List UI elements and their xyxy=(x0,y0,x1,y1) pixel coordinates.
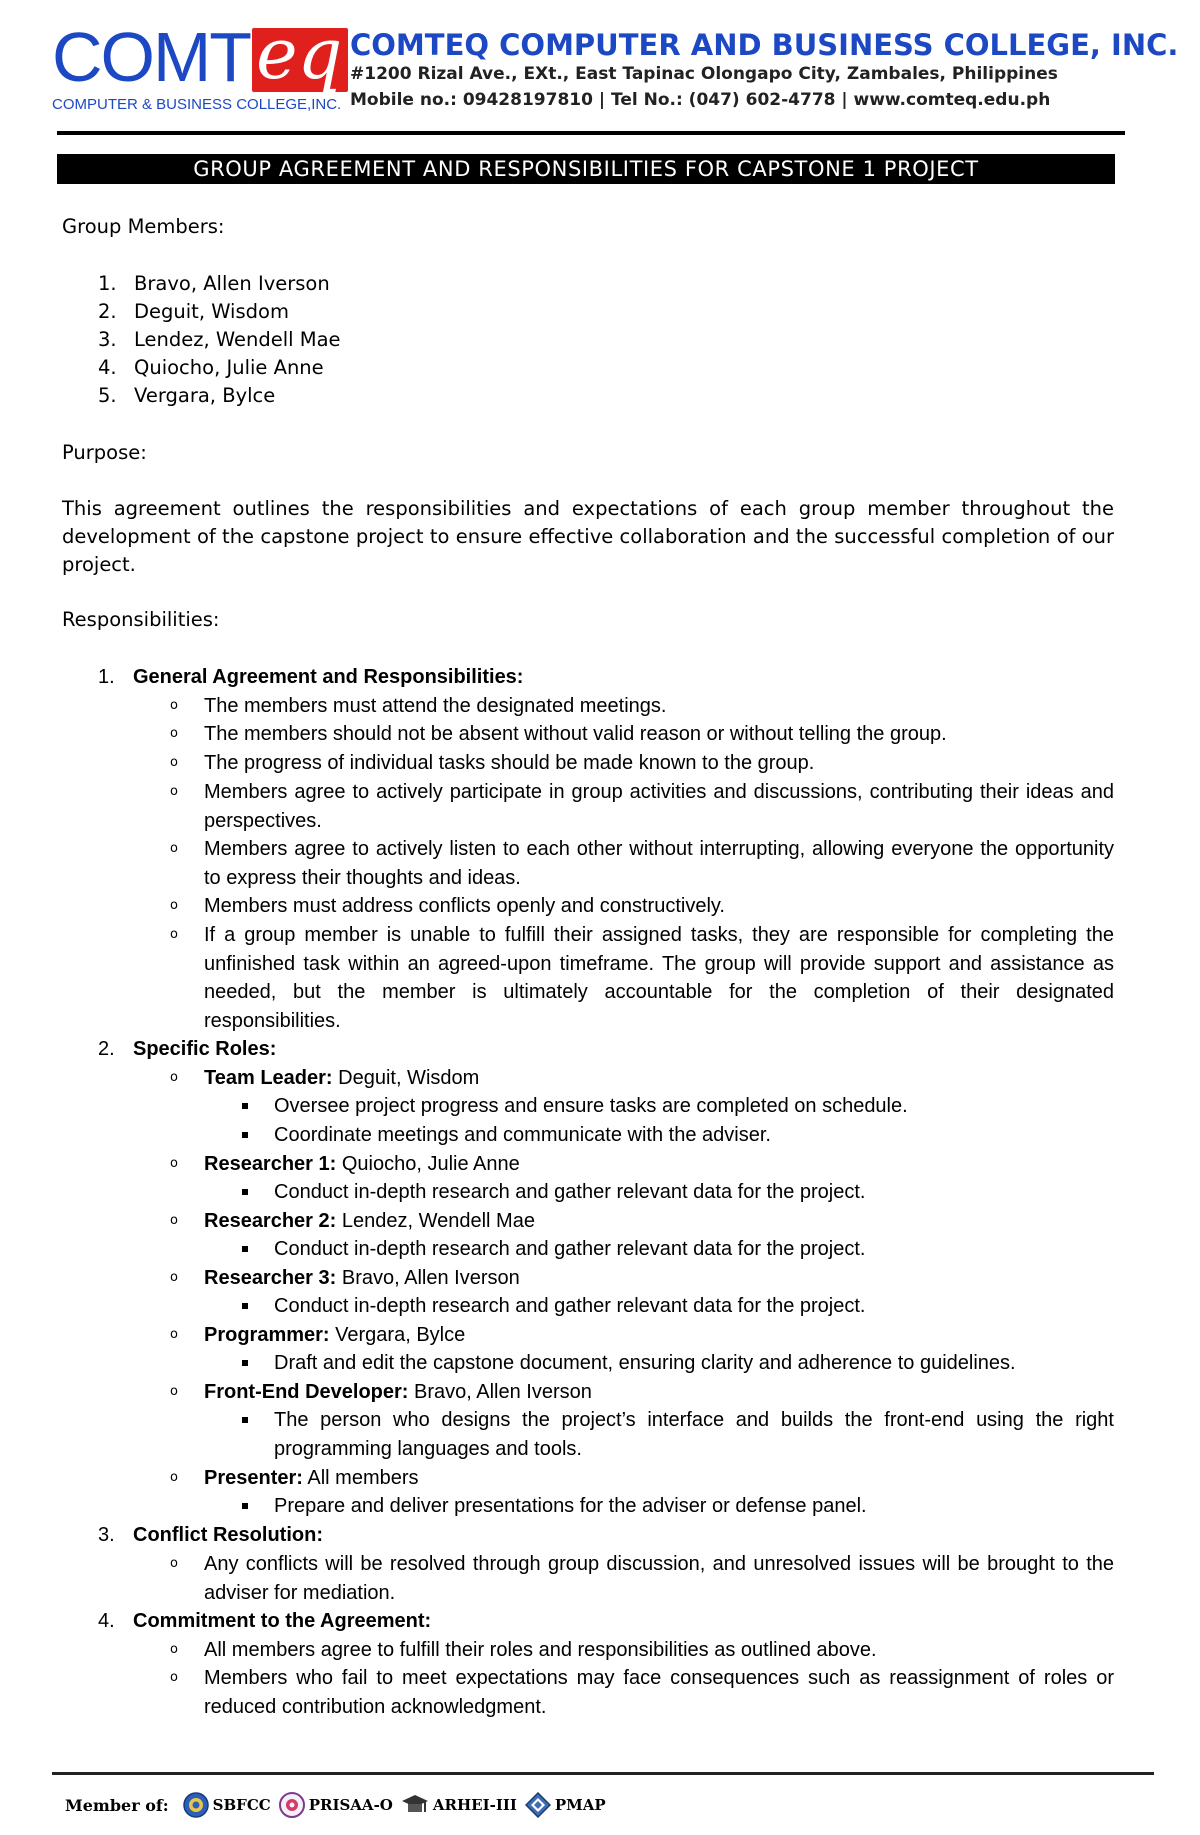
purpose-heading: Purpose: xyxy=(62,441,147,464)
role-entry: Programmer: Vergara, Bylce xyxy=(204,1324,466,1346)
role-task: Conduct in-depth research and gather relevant data for the project. xyxy=(274,1238,866,1260)
member-of-label: Member of: xyxy=(65,1795,169,1815)
document-title: GROUP AGREEMENT AND RESPONSIBILITIES FOR CAPSTONE 1 PROJECT xyxy=(57,154,1115,184)
role-task: Conduct in-depth research and gather relevant data for the project. xyxy=(274,1295,866,1317)
group-members-heading: Group Members: xyxy=(62,215,225,238)
commitment-item: Members who fail to meet expectations may face consequences such as reassignment of roles or reduced contribution acknowledgment. xyxy=(204,1667,1114,1718)
logo-subtitle: COMPUTER & BUSINESS COLLEGE,INC. xyxy=(52,96,342,113)
general-item: Members agree to actively listen to each other without interrupting, allowing everyone the opportunity to express their thoughts and ideas. xyxy=(204,838,1114,889)
commitment-item: All members agree to fulfill their roles and responsibilities as outlined above. xyxy=(204,1639,877,1661)
role-task: Conduct in-depth research and gather relevant data for the project. xyxy=(274,1181,866,1203)
document-page: COMT eq COMPUTER & BUSINESS COLLEGE,INC. COMTEQ COMPUTER AND BUSINESS COLLEGE, INC. #1200 Rizal Ave., EXt., East Tapinac Olongapo City, Zambales, Philippines Mobile no.: 09428197810 | Tel No.: (047) 602-4778 | www.comteq.edu.ph GROUP AGREEMENT AND RESPONSIBILITIES FOR CAPSTONE 1 PROJECT Group Members: 1. Bravo, Allen Iverson 2. Deguit, Wisdom 3. Lendez, Wendell Mae 4. Quiocho, Julie Anne 5. Vergara, Bylce Purpose: This agreement outlines the responsibilities and expectations of each group member throughout the development of the capstone project to ensure effective collaboration and the successful completion of our project. Responsibilities: 1. General Agreement and Responsibilities: o The members must attend the designated meetings. o The members should not be absent without valid reason or without telling the group. o The progress of individual tasks should be made known to the group. o Members agree to actively participate in group activities and discussions, contributing their ideas and perspectives. o Members agree to actively listen to each other without interrupting, allowing everyone the opportunity to express their thoughts and ideas. o Members must address conflicts openly and constructively. o If a group member is unable to fulfill their assigned tasks, they are responsible for completing the unfinished task within an agreed-upon timeframe. The group will provide support and assistance as needed, but the member is ultimately accountable for the completion of their designated responsibilities. 2. Specific Roles: o Team Leader: Deguit, Wisdom Oversee project progress and ensure tasks are completed on schedule. Coordinate meetings and communicate with the adviser. o Researcher 1: Quiocho, Julie Anne Conduct in-depth research and gather relevant data for the project. o Researcher 2: Lendez, Wendell Mae Conduct in-depth research and gather relevant data for the project. o Researcher 3: Bravo, Allen Iverson Conduct in-depth research and gather relevant data for the project. o Programmer: Vergara, Bylce Draft and edit the capstone document, ensuring clarity and adherence to guidelines. o Front-End Developer: Bravo, Allen Iverson The person who designs the project’s interface and builds the front-end using the right programming languages and tools. o Presenter: All members Prepare and deliver presentations for the adviser or defense panel. 3. Conflict Resolution: o Any conflicts will be resolved through group discussion, and unresolved issues will be brought to the adviser for mediation. 4. Commitment to the Agreement: o All members agree to fulfill their roles and responsibilities as outlined above. o Members who fail to meet expectations may face consequences such as reassignment of roles or reduced contribution acknowledgment. Member of: SBFCC PRISAA-O ARHEI-III PMAP xyxy=(0,0,1200,1835)
general-item: The members must attend the designated meetings. xyxy=(204,695,667,717)
section-commitment-title: Commitment to the Agreement: xyxy=(133,1610,432,1632)
org-prisaa: PRISAA-O xyxy=(279,1792,393,1818)
responsibilities-heading: Responsibilities: xyxy=(62,608,220,631)
general-item: The members should not be absent without valid reason or without telling the group. xyxy=(204,723,947,745)
arhei-cap-icon xyxy=(401,1792,429,1818)
purpose-text: This agreement outlines the responsibilities and expectations of each group member throughout the development of the capstone project to ensure effective collaboration and the successful completion of our project. xyxy=(62,497,1114,576)
footer-divider xyxy=(52,1772,1154,1775)
school-info xyxy=(350,28,1179,112)
list-item: Deguit, Wisdom xyxy=(134,300,289,323)
member-of-footer xyxy=(65,1790,614,1820)
role-entry: Team Leader: Deguit, Wisdom xyxy=(204,1067,480,1089)
sbfcc-seal-icon xyxy=(183,1792,209,1818)
role-entry: Researcher 2: Lendez, Wendell Mae xyxy=(204,1210,535,1232)
section-conflict-title: Conflict Resolution: xyxy=(133,1524,323,1546)
general-item: Members must address conflicts openly and constructively. xyxy=(204,895,725,917)
list-item: Vergara, Bylce xyxy=(134,384,276,407)
role-task: Prepare and deliver presentations for the adviser or defense panel. xyxy=(274,1495,867,1517)
role-task: The person who designs the project’s interface and builds the front-end using the right programming languages and tools. xyxy=(274,1409,1114,1460)
role-task: Draft and edit the capstone document, ensuring clarity and adherence to guidelines. xyxy=(274,1352,1016,1374)
list-item: Quiocho, Julie Anne xyxy=(134,356,324,379)
role-entry: Researcher 3: Bravo, Allen Iverson xyxy=(204,1267,520,1289)
logo-text-comt: COMT xyxy=(52,18,251,96)
general-item: If a group member is unable to fulfill their assigned tasks, they are responsible for completing the unfinished task within an agreed-upon timeframe. The group will provide support and assistance as needed, but the member is ultimately accountable for the completion of their designated responsibilities. xyxy=(204,924,1114,1032)
org-pmap: PMAP xyxy=(525,1792,606,1818)
list-item: Lendez, Wendell Mae xyxy=(134,328,341,351)
role-task: Coordinate meetings and communicate with the adviser. xyxy=(274,1124,771,1146)
pmap-diamond-icon xyxy=(525,1792,551,1818)
role-entry: Front-End Developer: Bravo, Allen Iverson xyxy=(204,1381,592,1403)
role-task: Oversee project progress and ensure tasks are completed on schedule. xyxy=(274,1095,908,1117)
section-general-title: General Agreement and Responsibilities: xyxy=(133,666,524,688)
general-item: The progress of individual tasks should be made known to the group. xyxy=(204,752,815,774)
logo-eq-box xyxy=(252,13,348,95)
school-contact: Mobile no.: 09428197810 | Tel No.: (047) 602-4778 | www.comteq.edu.ph xyxy=(350,90,1051,110)
role-entry: Researcher 1: Quiocho, Julie Anne xyxy=(204,1153,520,1175)
list-item: Bravo, Allen Iverson xyxy=(134,272,330,295)
general-item: Members agree to actively participate in group activities and discussions, contributing their ideas and perspectives. xyxy=(204,781,1114,832)
org-sbfcc: SBFCC xyxy=(183,1792,271,1818)
role-entry: Presenter: All members xyxy=(204,1467,419,1489)
logo-text-eq: eq xyxy=(256,13,343,95)
school-logo xyxy=(52,13,362,114)
prisaa-seal-icon xyxy=(279,1792,305,1818)
org-arhei: ARHEI-III xyxy=(401,1792,517,1818)
header-divider xyxy=(57,131,1125,135)
school-name: COMTEQ COMPUTER AND BUSINESS COLLEGE, INC. xyxy=(350,28,1179,62)
school-address: #1200 Rizal Ave., EXt., East Tapinac Olongapo City, Zambales, Philippines xyxy=(350,64,1058,84)
section-roles-title: Specific Roles: xyxy=(133,1038,277,1060)
conflict-item: Any conflicts will be resolved through group discussion, and unresolved issues will be brought to the adviser for mediation. xyxy=(204,1553,1114,1604)
